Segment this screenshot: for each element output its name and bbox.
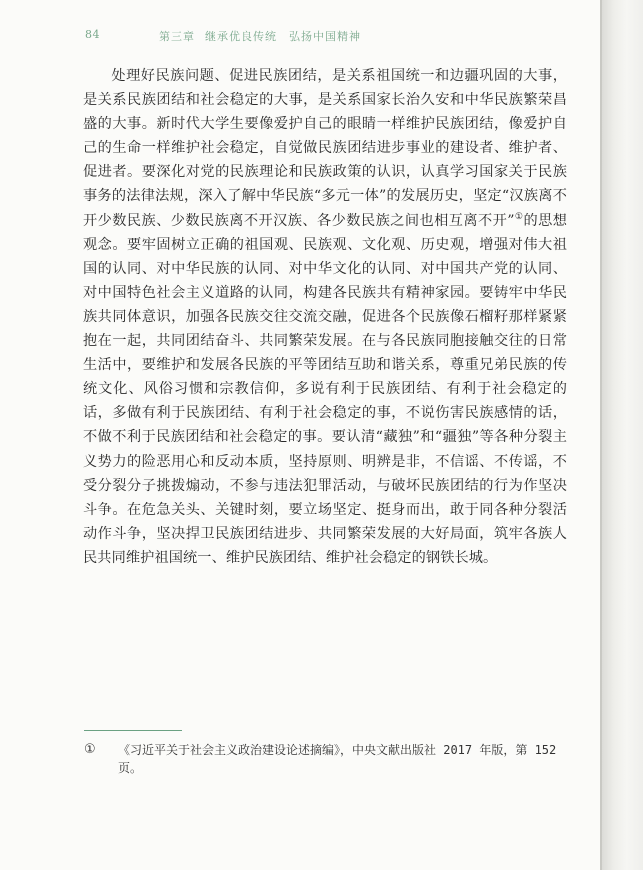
footnote-text: 《习近平关于社会主义政治建设论述摘编》，中央文献出版社 2017 年版，第 152 页。 (118, 743, 557, 775)
footnote-marker: ① (84, 742, 96, 757)
footnote (84, 741, 562, 777)
page-header (85, 28, 542, 44)
running-head (159, 28, 361, 44)
footnote-reference[interactable]: ① (514, 211, 524, 222)
paragraph-text-part2: 的思想观念。要牢固树立正确的祖国观、民族观、文化观、历史观，增强对伟大祖国的认同、对中华民族的认同、对中华文化的认同、对中国共产党的认同、对中国特色社会主义道路的认同，构建各民族共有精神家园。要铸牢中华民族共同体意识，加强各民族交往交流交融，促进各个民族像石榴籽那样紧紧抱在一起，共同团结奋斗、共同繁荣发展。在与各民族同胞接触交往的日常生活中，要维护和发展各民族的平等团结互助和谐关系，尊重兄弟民族的传统文化、风俗习惯和宗教信仰，多说有利于民族团结、有利于社会稳定的话，多做有利于民族团结、有利于社会稳定的事，不说伤害民族感情的话，不做不利于民族团结和社会稳定的事。要认清“藏独”和“疆独”等各种分裂主义势力的险恶用心和反动本质，坚持原则、明辨是非，不信谣、不传谣，不受分裂分子挑拨煽动，不参与违法犯罪活动，与破坏民族团结的行为作坚决斗争。在危急关头、关键时刻，要立场坚定、挺身而出，敢于同各种分裂活动作斗争，坚决捍卫民族团结进步、共同繁荣发展的大好局面，筑牢各族人民共同维护祖国统一、维护民族团结、维护社会稳定的钢铁长城。 (83, 212, 567, 566)
footnote-divider (84, 730, 182, 731)
page-number: 84 (85, 28, 100, 41)
paragraph-text-part1: 处理好民族问题、促进民族团结，是关系祖国统一和边疆巩固的大事，是关系民族团结和社会稳定的大事，是关系国家长治久安和中华民族繁荣昌盛的大事。新时代大学生要像爱护自己的眼睛一样维护民族团结，像爱护自己的生命一样维护社会稳定，自觉做民族团结进步事业的建设者、维护者、促进者。要深化对党的民族理论和民族政策的认识，认真学习国家关于民族事务的法律法规，深入了解中华民族“多元一体”的发展历史，坚定“汉族离不开少数民族、少数民族离不开汉族、各少数民族之间也相互离不开” (83, 68, 567, 229)
book-spine-edge (602, 0, 643, 870)
chapter-title: 继承优良传统 弘扬中国精神 (205, 30, 361, 43)
chapter-label: 第三章 (159, 30, 195, 43)
body-paragraph (83, 64, 567, 570)
